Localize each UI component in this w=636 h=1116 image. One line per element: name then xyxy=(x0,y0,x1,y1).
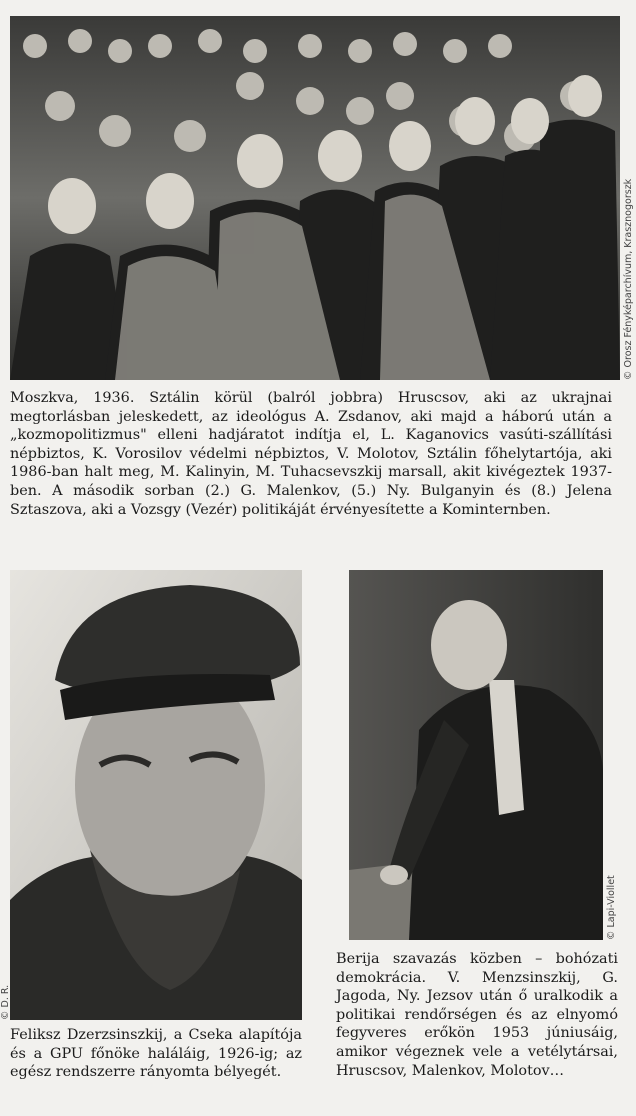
photo-beria-voting xyxy=(349,570,603,940)
top-photo-credit: © Orosz Fényképarchívum, Krasznogorszk xyxy=(623,178,634,380)
group-photo-illustration xyxy=(10,16,620,380)
group-photo-moscow-1936 xyxy=(10,16,620,380)
left-photo-caption: Feliksz Dzerzsinszkij, a Cseka alapítója és a GPU főnöke haláláig, 1926-ig; az egész rendszerre rányomta bélyegét. xyxy=(10,1027,302,1081)
photo-beria-voting-illustration xyxy=(349,570,603,940)
right-photo-credit: © Lapi-Viollet xyxy=(606,875,617,940)
left-photo-credit: © D. R. xyxy=(0,984,11,1020)
portrait-dzerzhinsky xyxy=(10,570,302,1020)
top-photo-caption: Moszkva, 1936. Sztálin körül (balról jobbra) Hruscsov, aki az ukrajnai megtorlásban jeleskedett, az ideológus A. Zsdanov, aki majd a háború után a „kozmopolitizmus" elleni hadjáratot indítja el, L. Kaganovics vasúti-szállítási népbiztos, K. Vorosilov védelmi népbiztos, V. Molotov, Sztálin főhelytartója, aki 1986-ban halt meg, M. Kalinyin, M. Tuhacsevszkij marsall, akit kivégeztek 1937-ben. A második sorban (2.) G. Malenkov, (5.) Ny. Bulganyin és (8.) Jelena Sztaszova, aki a Vozsgy (Vezér) politikáját érvényesítette a Kominternben. xyxy=(10,390,612,518)
right-photo-caption: Berija szavazás közben – bohózati demokrácia. V. Menzsinszkij, G. Jagoda, Ny. Jezsov után ő uralkodik a politikai rendőrségen és az elnyomó fegyveres erőkön 1953 júniusáig, amikor végeznek vele a vetélytársai, Hruscsov, Malenkov, Molotov… xyxy=(336,951,618,1079)
portrait-dzerzhinsky-illustration xyxy=(10,570,302,1020)
